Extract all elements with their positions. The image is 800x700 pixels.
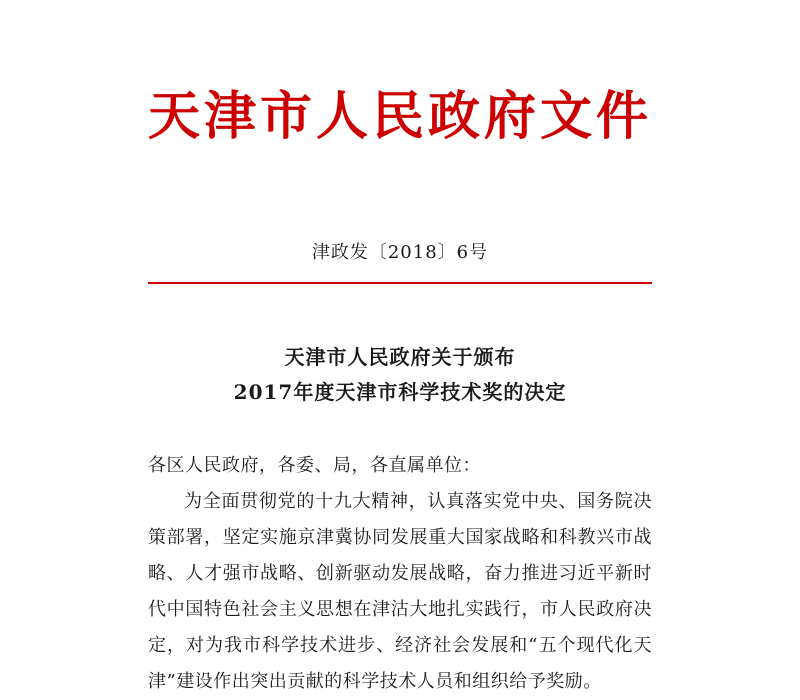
document-subject-line-1: 天津市人民政府关于颁布 [284, 345, 516, 369]
document-title: 天津市人民政府文件 [147, 86, 652, 147]
document-number: 津政发〔2018〕6号 [311, 242, 489, 263]
document-salutation: 各区人民政府，各委、局，各直属单位： [148, 455, 481, 476]
document-paragraph-1: 为全面贯彻党的十九大精神，认真落实党中央、国务院决策部署，坚定实施京津冀协同发展重大国家战略和科教兴市战略、人才强市战略、创新驱动发展战略，奋力推进习近平新时代中国特色社会主义思想在津沽大地扎实践行，市人民政府决定，对为我市科学技术进步、经济社会发展和“五个现代化天津”建设作出突出贡献的科学技术人员和组织给予奖励。 [148, 491, 652, 692]
document-subject [0, 340, 800, 410]
red-divider-rule [148, 282, 652, 284]
document-body [148, 448, 652, 700]
document-subject-line-2: 2017年度天津市科学技术奖的决定 [233, 380, 567, 404]
